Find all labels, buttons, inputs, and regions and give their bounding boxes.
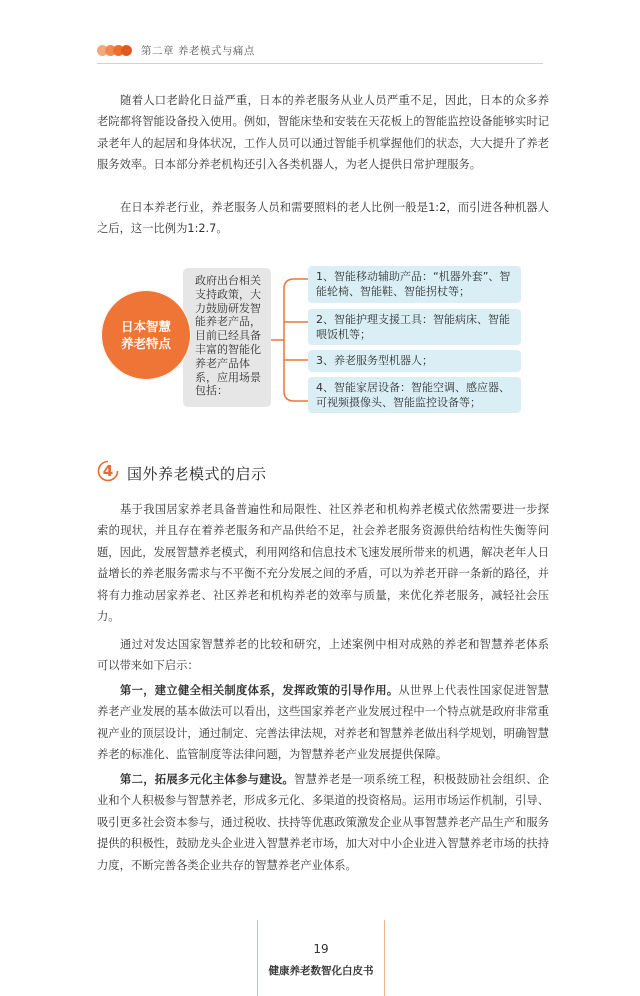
section-number-badge [97, 460, 119, 482]
page-footer [257, 920, 385, 996]
header-dot-4 [121, 45, 132, 56]
book-title: 健康养老数智化白皮书 [268, 965, 374, 977]
page-header [97, 42, 255, 58]
header-dots [97, 45, 129, 56]
page-number: 19 [313, 942, 329, 956]
policy-box: 政府出台相关支持政策，大力鼓励研发智能养老产品，目前已经具备丰富的智能化养老产品体系，应用场景包括： [183, 268, 271, 407]
section-title: 国外养老模式的启示 [127, 465, 267, 483]
feature-item-1: 1、智能移动辅助产品：“机器外套”、智能轮椅、智能鞋、智能拐杖等； [308, 266, 521, 303]
paragraph-japan-devices: 随着人口老龄化日益严重，日本的养老服务从业人员严重不足，因此，日本的众多养老院都将智能设备投入使用。例如，智能床垫和安装在天花板上的智能监控设备能够实时记录老年人的起居和身体状况，工作人员可以通过智能手机掌握他们的状态，大大提升了养老服务效率。日本部分养老机构还引入各类机器人，为老人提供日常护理服务。 [97, 94, 549, 172]
paragraph-lesson-2 [97, 769, 549, 876]
feature-item-4: 4、智能家居设备：智能空调、感应器、可视频摄像头、智能监控设备等； [308, 377, 521, 413]
paragraph-smart-elderly-care: 基于我国居家养老具备普遍性和局限性、社区养老和机构养老模式依然需要进一步探索的现状，并且存在着养老服务和产品供给不足，社会养老服务资源供给结构性失衡等问题，因此，发展智慧养老模式，利用网络和信息技术飞速发展所带来的机遇，解决老年人日益增长的养老服务需求与不平衡不充分发展之间的矛盾，可以为养老开辟一条新的路径，并将有力推动居家养老、社区养老和机构养老的效率与质量，来优化养老服务，减轻社会压力。 [97, 503, 549, 624]
paragraph-japan-ratio: 在日本养老行业，养老服务人员和需要照料的老人比例一般是1:2，而引进各种机器人之后，这一比例为1:2.7。 [97, 201, 549, 236]
header-divider [97, 63, 543, 64]
lesson-1-body: 从世界上代表性国家促进智慧养老产业发展的基本做法可以看出，这些国家养老产业发展过程中一个特点就是政府非常重视产业的顶层设计，通过制定、完善法律法规，对养老和智慧养老做出科学规划，明确智慧养老的标准化、监管制度等法律问题，为智慧养老产业发展提供保障。 [97, 684, 549, 762]
lesson-2-lead: 第二，拓展多元化主体参与建设。 [120, 773, 295, 786]
diagram-center-circle [101, 290, 191, 380]
chapter-title: 第二章 养老模式与痛点 [141, 44, 255, 57]
center-label-line1: 日本智慧 [120, 319, 171, 334]
diagram-connector [270, 270, 310, 410]
paragraph-lessons-intro: 通过对发达国家智慧养老的比较和研究，上述案例中相对成熟的养老和智慧养老体系可以带来如下启示： [97, 638, 549, 673]
paragraph-lesson-1 [97, 680, 549, 766]
lesson-2-body: 智慧养老是一项系统工程，积极鼓励社会组织、企业和个人积极参与智慧养老，形成多元化、多渠道的投资格局。运用市场运作机制，引导、吸引更多社会资本参与，通过税收、扶持等优惠政策激发企业从事智慧养老产品生产和服务提供的积极性，鼓励龙头企业进入智慧养老市场，加大对中小企业进入智慧养老市场的扶持力度，不断完善各类企业共存的智慧养老产业体系。 [97, 773, 549, 872]
center-label-line2: 养老特点 [120, 336, 171, 351]
lesson-1-lead: 第一，建立健全相关制度体系，发挥政策的引导作用。 [120, 684, 399, 697]
feature-item-2: 2、智能护理支援工具：智能病床、智能喂饭机等； [308, 309, 521, 345]
section-number: 4 [102, 462, 114, 480]
feature-item-3: 3、养老服务型机器人； [308, 350, 521, 372]
